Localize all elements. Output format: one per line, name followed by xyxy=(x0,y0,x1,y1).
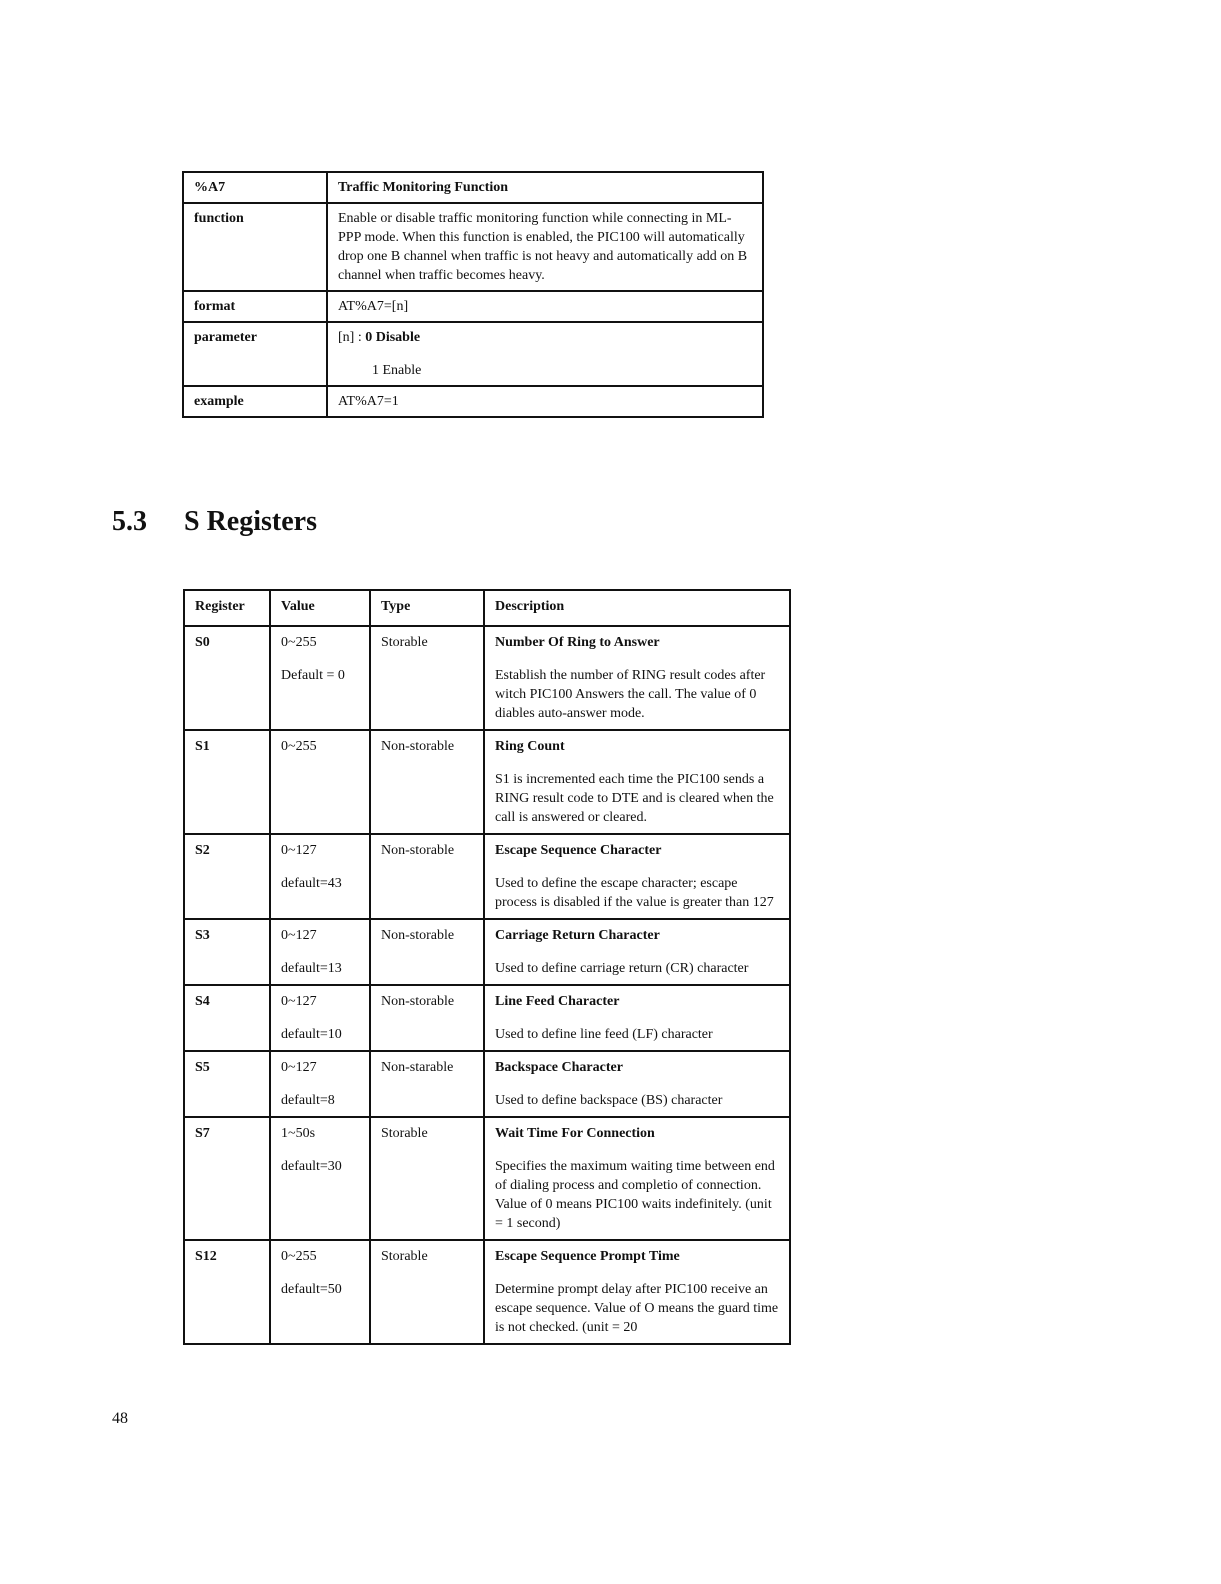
value-range: 0~127 xyxy=(281,1060,317,1075)
table-row xyxy=(184,1117,790,1240)
register-description xyxy=(484,1240,790,1344)
register-type: Non-storable xyxy=(370,919,484,985)
register-type: Non-storable xyxy=(370,730,484,834)
value-default: default=8 xyxy=(281,1093,335,1108)
table-row xyxy=(184,985,790,1051)
register-type: Non-storable xyxy=(370,985,484,1051)
description-text: Used to define carriage return (CR) character xyxy=(495,961,749,976)
header-value: Value xyxy=(270,590,370,626)
header-register: Register xyxy=(184,590,270,626)
register-name: S1 xyxy=(184,730,270,834)
register-value xyxy=(270,919,370,985)
function-label: function xyxy=(183,203,327,291)
register-description xyxy=(484,730,790,834)
register-description xyxy=(484,919,790,985)
register-description xyxy=(484,985,790,1051)
command-code: %A7 xyxy=(183,172,327,203)
page-number: 48 xyxy=(112,1410,128,1427)
value-default: default=10 xyxy=(281,1027,342,1042)
register-type: Non-storable xyxy=(370,834,484,919)
register-name: S2 xyxy=(184,834,270,919)
table-row xyxy=(184,919,790,985)
description-text: Specifies the maximum waiting time between end of dialing process and completio of connection. Value of 0 means PIC100 waits indefinitely. (unit = 1 second) xyxy=(495,1159,775,1231)
value-range: 0~255 xyxy=(281,1249,317,1264)
description-title: Backspace Character xyxy=(495,1060,623,1075)
register-value xyxy=(270,834,370,919)
value-range: 0~127 xyxy=(281,994,317,1009)
parameter-line-1 xyxy=(338,330,420,345)
register-name: S4 xyxy=(184,985,270,1051)
section-number: 5.3 xyxy=(112,506,147,537)
function-text: Enable or disable traffic monitoring function while connecting in ML-PPP mode. When this function is enabled, the PIC100 will automatically drop one B channel when traffic is not heavy and automatically add on B channel when traffic becomes heavy. xyxy=(327,203,763,291)
register-value xyxy=(270,1117,370,1240)
command-title: Traffic Monitoring Function xyxy=(327,172,763,203)
format-value: AT%A7=[n] xyxy=(327,291,763,322)
value-default: default=13 xyxy=(281,961,342,976)
register-name: S5 xyxy=(184,1051,270,1117)
value-range: 1~50s xyxy=(281,1126,316,1141)
description-title: Number Of Ring to Answer xyxy=(495,635,660,650)
header-type: Type xyxy=(370,590,484,626)
register-type: Non-starable xyxy=(370,1051,484,1117)
register-value xyxy=(270,1240,370,1344)
description-text: S1 is incremented each time the PIC100 sends a RING result code to DTE and is cleared when the call is answered or cleared. xyxy=(495,772,774,825)
value-range: 0~127 xyxy=(281,843,317,858)
command-row-title xyxy=(183,172,763,203)
s-registers-table xyxy=(183,589,791,1345)
description-title: Ring Count xyxy=(495,739,565,754)
register-type: Storable xyxy=(370,1117,484,1240)
register-type: Storable xyxy=(370,1240,484,1344)
description-title: Escape Sequence Prompt Time xyxy=(495,1249,680,1264)
register-type: Storable xyxy=(370,626,484,730)
register-value xyxy=(270,1051,370,1117)
value-range: 0~127 xyxy=(281,928,317,943)
table-row xyxy=(184,626,790,730)
example-label: example xyxy=(183,386,327,417)
format-label: format xyxy=(183,291,327,322)
description-title: Wait Time For Connection xyxy=(495,1126,655,1141)
value-range: 0~255 xyxy=(281,739,317,754)
command-row-example xyxy=(183,386,763,417)
table-row xyxy=(184,1051,790,1117)
register-value xyxy=(270,730,370,834)
register-description xyxy=(484,626,790,730)
register-name: S12 xyxy=(184,1240,270,1344)
register-description xyxy=(484,1051,790,1117)
register-name: S3 xyxy=(184,919,270,985)
table-row xyxy=(184,834,790,919)
parameter-prefix: [n] : xyxy=(338,330,362,345)
table-header-row xyxy=(184,590,790,626)
table-row xyxy=(184,1240,790,1344)
register-value xyxy=(270,985,370,1051)
register-description xyxy=(484,834,790,919)
command-table xyxy=(182,171,764,418)
register-name: S7 xyxy=(184,1117,270,1240)
value-default: default=30 xyxy=(281,1159,342,1174)
value-default: default=50 xyxy=(281,1282,342,1297)
description-text: Used to define the escape character; escape process is disabled if the value is greater than 127 xyxy=(495,876,774,910)
parameter-option-1: 1 Enable xyxy=(372,363,422,378)
description-text: Establish the number of RING result codes after witch PIC100 Answers the call. The value of 0 diables auto-answer mode. xyxy=(495,668,766,721)
register-description xyxy=(484,1117,790,1240)
section-title: S Registers xyxy=(184,506,317,537)
command-row-parameter xyxy=(183,322,763,386)
command-row-format xyxy=(183,291,763,322)
parameter-option-0: 0 Disable xyxy=(365,330,421,345)
table-row xyxy=(184,730,790,834)
section-heading xyxy=(112,506,317,538)
command-row-function xyxy=(183,203,763,291)
value-default: Default = 0 xyxy=(281,668,345,683)
description-text: Determine prompt delay after PIC100 receive an escape sequence. Value of O means the guard time is not checked. (unit = 20 xyxy=(495,1282,779,1335)
description-title: Line Feed Character xyxy=(495,994,620,1009)
description-text: Used to define line feed (LF) character xyxy=(495,1027,713,1042)
value-default: default=43 xyxy=(281,876,342,891)
register-value xyxy=(270,626,370,730)
register-rows xyxy=(184,626,790,1344)
parameter-label: parameter xyxy=(183,322,327,386)
description-title: Escape Sequence Character xyxy=(495,843,662,858)
value-range: 0~255 xyxy=(281,635,317,650)
description-title: Carriage Return Character xyxy=(495,928,660,943)
parameter-values xyxy=(327,322,763,386)
example-value: AT%A7=1 xyxy=(327,386,763,417)
header-description: Description xyxy=(484,590,790,626)
register-name: S0 xyxy=(184,626,270,730)
description-text: Used to define backspace (BS) character xyxy=(495,1093,723,1108)
